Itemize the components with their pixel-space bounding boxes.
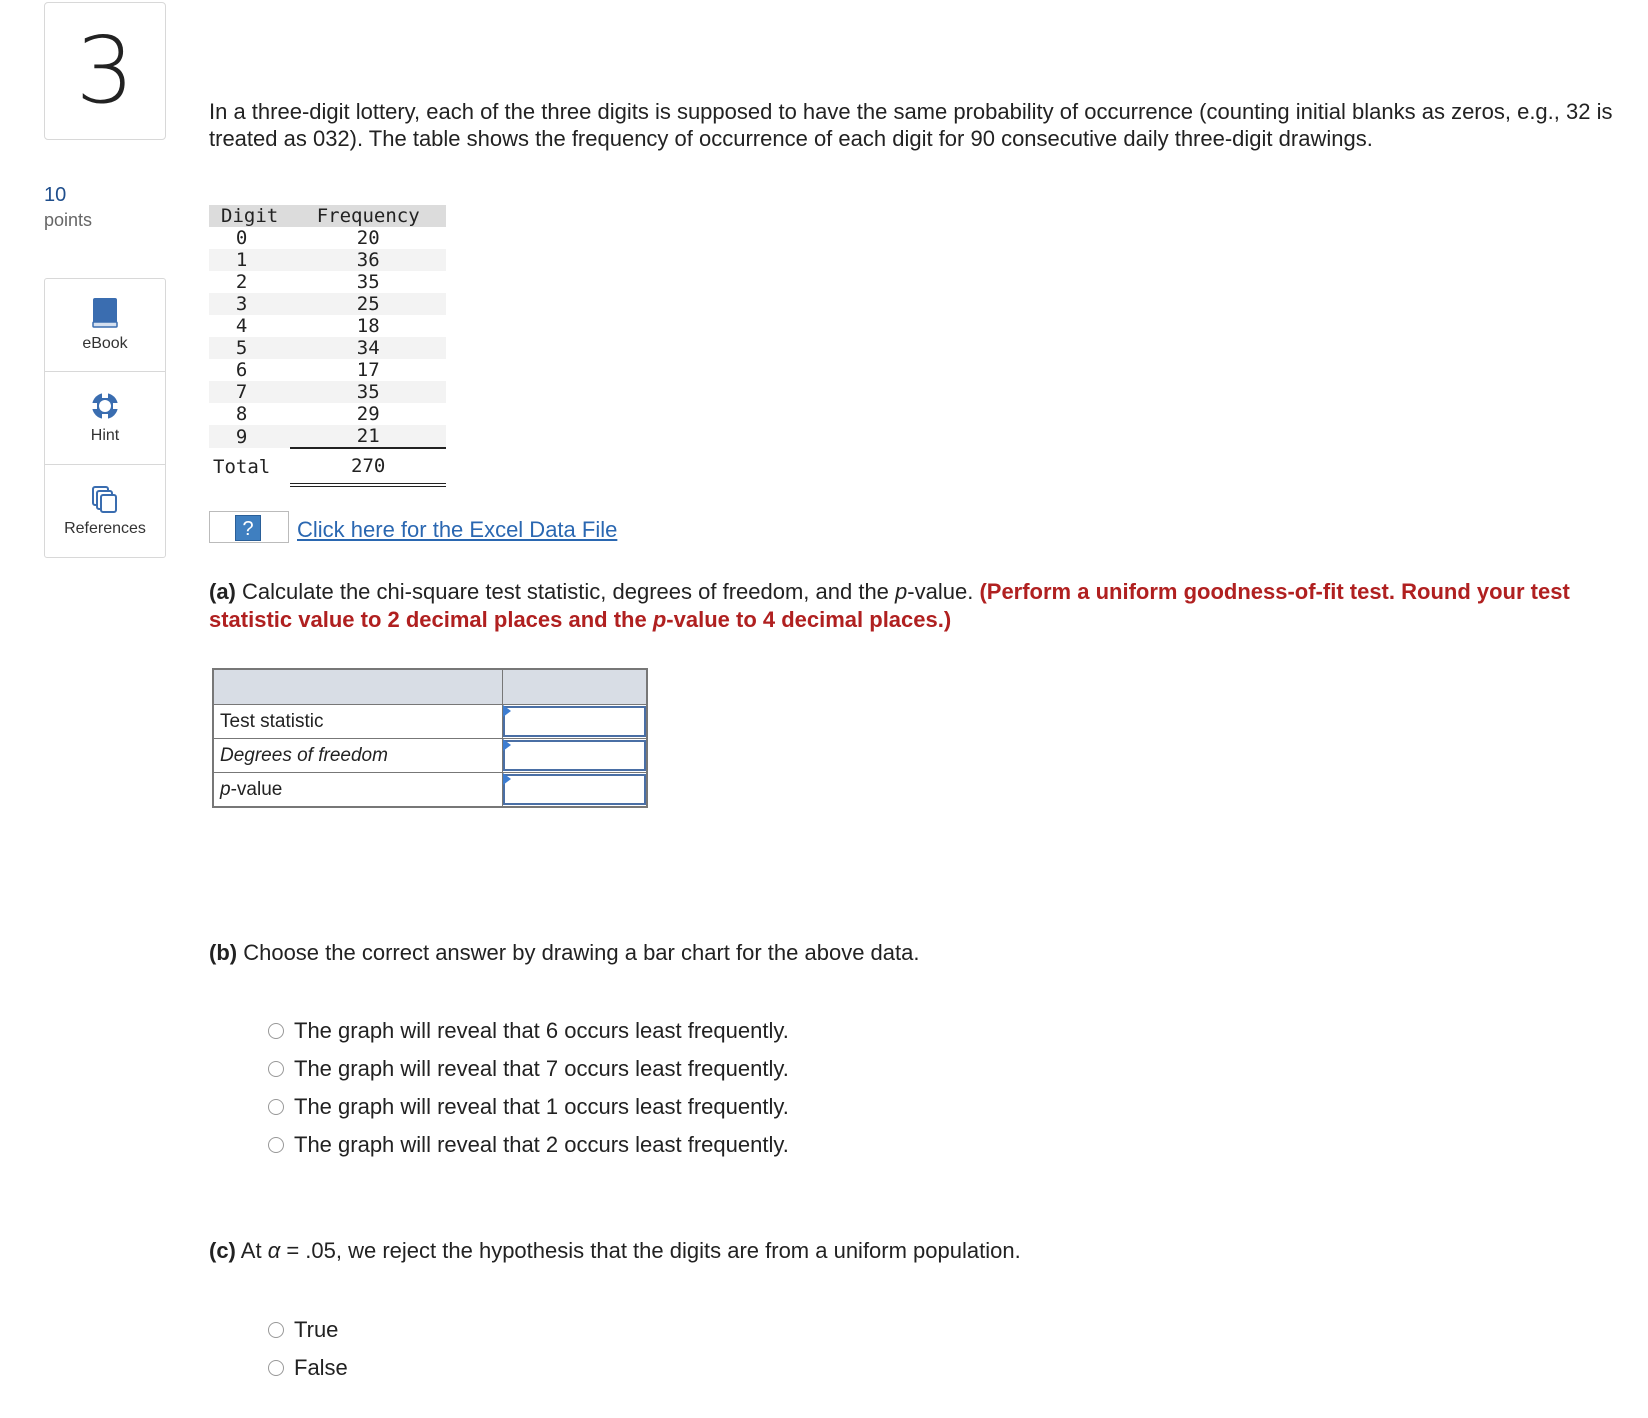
option-label[interactable]: The graph will reveal that 1 occurs least frequently.	[294, 1094, 789, 1119]
part-b-option[interactable]	[268, 1126, 789, 1164]
part-a-tag: (a)	[209, 579, 236, 604]
hint-button[interactable]	[45, 372, 165, 465]
tools-panel	[44, 278, 166, 558]
help-icon[interactable]: ?	[235, 515, 261, 541]
answer-row	[213, 773, 647, 808]
question-intro: In a three-digit lottery, each of the three digits is supposed to have the same probability of occurrence (counting initial blanks as zeros, e.g., 32 is treated as 032). The table shows the frequency of occurrence of each digit for 90 consecutive daily three-digit drawings.	[209, 99, 1613, 151]
digit-cell: 0	[235, 227, 248, 249]
ebook-label: eBook	[82, 335, 128, 352]
answer-row	[213, 739, 647, 773]
digit-cell: 8	[235, 403, 248, 425]
frequency-cell: 18	[356, 315, 380, 337]
part-c-text-2: = .05, we reject the hypothesis that the digits are from a uniform population.	[280, 1238, 1021, 1263]
digit-cell: 5	[209, 337, 290, 359]
question-number: 3	[75, 17, 135, 124]
table-row	[209, 359, 446, 381]
frequency-table-header	[209, 205, 446, 227]
input-marker-icon	[503, 705, 511, 717]
part-c-option-true[interactable]	[268, 1311, 348, 1349]
test-statistic-input[interactable]	[503, 706, 646, 737]
radio-button[interactable]	[268, 1360, 284, 1376]
part-b-prompt	[209, 940, 919, 966]
part-b-option[interactable]	[268, 1012, 789, 1050]
p-value-label	[213, 773, 503, 808]
part-c-tag: (c)	[209, 1238, 236, 1263]
part-c-prompt	[209, 1238, 1021, 1264]
points-value: 10	[44, 184, 67, 206]
option-label[interactable]: The graph will reveal that 2 occurs least frequently.	[294, 1132, 789, 1157]
part-b-option[interactable]	[268, 1088, 789, 1126]
frequency-cell: 25	[290, 293, 446, 315]
digit-header: Digit	[209, 205, 290, 227]
part-a-text-1: Calculate the chi-square test statistic, degrees of freedom, and the	[235, 579, 896, 604]
table-row	[209, 293, 446, 315]
frequency-cell: 35	[290, 381, 446, 403]
degrees-of-freedom-cell	[503, 739, 648, 773]
excel-data-link[interactable]: Click here for the Excel Data File	[297, 517, 618, 542]
lifebuoy-icon	[90, 391, 120, 421]
option-label[interactable]: The graph will reveal that 7 occurs least frequently.	[294, 1056, 789, 1081]
points-label: points	[44, 210, 93, 230]
option-label[interactable]: False	[294, 1355, 348, 1380]
part-b-options	[268, 1012, 789, 1164]
part-c-option-false[interactable]	[268, 1349, 348, 1387]
digit-cell: 7	[209, 381, 290, 403]
frequency-table	[209, 205, 446, 487]
input-marker-icon	[503, 739, 511, 751]
p-value-input[interactable]	[503, 774, 646, 805]
total-value: 270	[290, 448, 446, 485]
book-icon	[91, 297, 119, 329]
radio-button[interactable]	[268, 1061, 284, 1077]
digit-cell: 6	[235, 359, 248, 381]
radio-button[interactable]	[268, 1023, 284, 1039]
part-a-instruction-1: (Perform a uniform goodness-of-fit test. Round your test statistic value to 2 decimal places and the	[209, 579, 1570, 632]
radio-button[interactable]	[268, 1099, 284, 1115]
part-a-instruction-p: p	[652, 607, 667, 632]
part-b-text: Choose the correct answer by drawing a bar chart for the above data.	[237, 940, 920, 965]
total-row	[209, 448, 446, 485]
references-label: References	[64, 520, 146, 537]
references-button[interactable]	[45, 465, 165, 557]
input-marker-icon	[503, 773, 511, 785]
table-row	[209, 403, 446, 425]
digit-cell: 2	[235, 271, 248, 293]
alpha-symbol: α	[267, 1238, 281, 1263]
degrees-of-freedom-input[interactable]	[503, 740, 646, 771]
option-label[interactable]: The graph will reveal that 6 occurs least frequently.	[294, 1018, 789, 1043]
test-statistic-cell	[503, 705, 648, 739]
part-b-tag: (b)	[209, 940, 238, 965]
table-row	[209, 381, 446, 403]
part-b-option[interactable]	[268, 1050, 789, 1088]
part-c-options	[268, 1311, 348, 1387]
digit-cell: 4	[235, 315, 248, 337]
frequency-cell: 21	[290, 425, 446, 448]
digit-cell: 3	[209, 293, 290, 315]
frequency-cell: 17	[356, 359, 380, 381]
test-statistic-label: Test statistic	[213, 705, 503, 739]
answer-row	[213, 705, 647, 739]
table-row	[209, 249, 446, 271]
degrees-of-freedom-text: Degrees of freedom	[220, 744, 388, 766]
p-value-cell	[503, 773, 648, 808]
table-row	[209, 227, 446, 249]
table-row	[209, 315, 446, 337]
frequency-header: Frequency	[290, 205, 446, 227]
answer-header-cell	[213, 669, 503, 705]
frequency-cell: 29	[356, 403, 380, 425]
p-value-rest: -value	[230, 778, 283, 800]
help-box[interactable]	[209, 511, 289, 543]
digit-cell: 1	[209, 249, 290, 271]
frequency-cell: 20	[356, 227, 380, 249]
answer-table	[212, 668, 648, 808]
frequency-cell: 34	[290, 337, 446, 359]
hint-label: Hint	[90, 427, 120, 444]
frequency-cell: 35	[356, 271, 380, 293]
digit-cell: 9	[209, 425, 290, 448]
radio-button[interactable]	[268, 1137, 284, 1153]
option-label[interactable]: True	[294, 1317, 339, 1342]
part-a-prompt	[209, 578, 1629, 634]
part-a-instruction-2: -value to 4 decimal places.)	[666, 607, 952, 632]
part-a-text-2: -value.	[907, 579, 980, 604]
ebook-button[interactable]	[45, 279, 165, 372]
part-c-text-1: At	[235, 1238, 268, 1263]
p-value-p: p	[220, 778, 231, 800]
table-row	[209, 425, 446, 448]
part-a-p: p	[895, 579, 908, 604]
table-row	[209, 271, 446, 293]
answer-header-cell	[503, 669, 648, 705]
table-row	[209, 337, 446, 359]
excel-data-row	[209, 511, 617, 543]
copy-icon	[90, 484, 120, 514]
degrees-of-freedom-label	[213, 739, 503, 773]
frequency-cell: 36	[290, 249, 446, 271]
radio-button[interactable]	[268, 1322, 284, 1338]
question-number-box	[44, 2, 166, 140]
total-label: Total	[209, 448, 290, 485]
answer-table-header	[213, 669, 647, 705]
